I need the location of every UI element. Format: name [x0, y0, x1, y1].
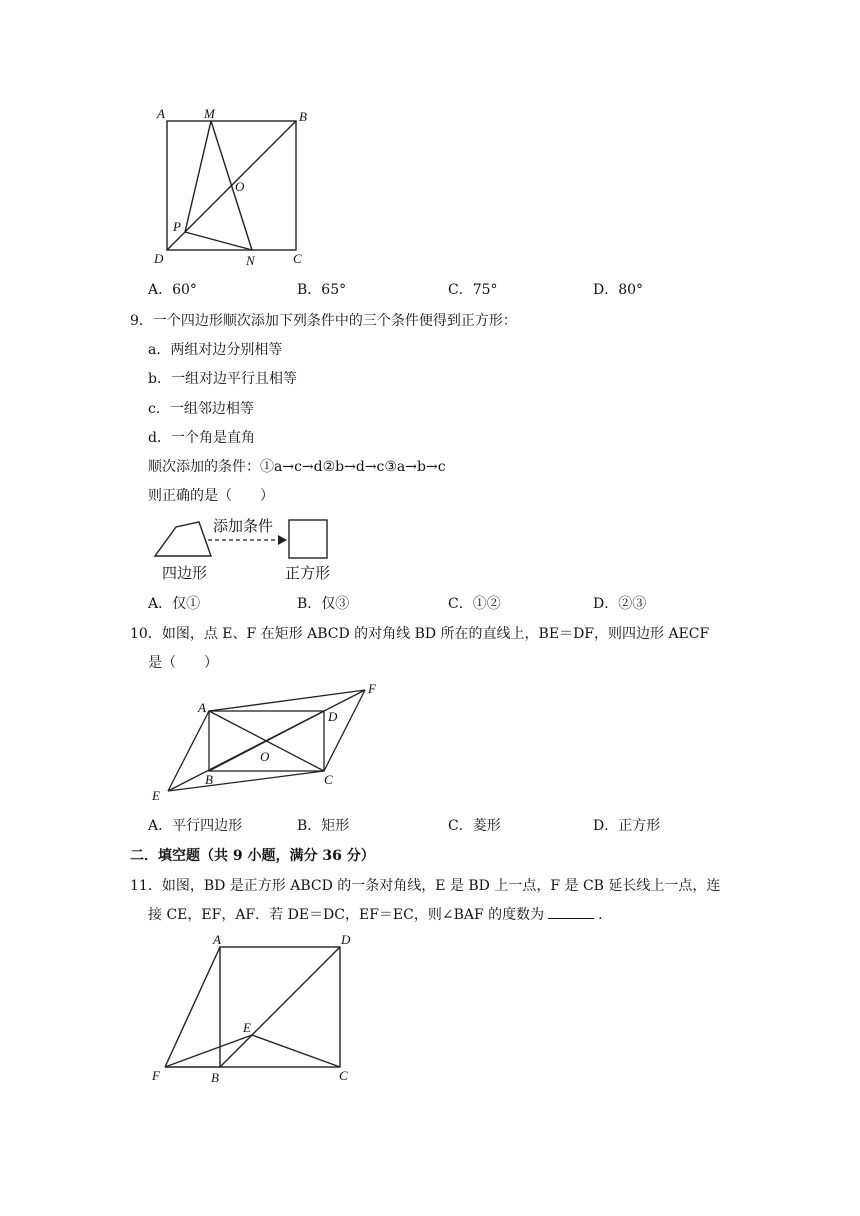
q11-label-F: F [152, 1068, 160, 1083]
q10-label-C: C [324, 772, 333, 787]
q11-stem-text: 接 CE，EF，AF．若 DE＝DC，EF＝EC，则∠BAF 的度数为 [148, 907, 545, 923]
q10-label-B: B [205, 772, 213, 787]
q9-condition-b: b．一组对边平行且相等 [148, 371, 297, 387]
q10-label-E: E [152, 788, 160, 803]
q9-condition-d: d．一个角是直角 [148, 430, 255, 446]
q10-label-F: F [368, 681, 376, 696]
q8-label-M: M [204, 106, 215, 121]
q10-label-O: O [260, 749, 270, 764]
q9-option-d[interactable]: D．②③ [593, 596, 647, 612]
q8-option-b[interactable]: B．65° [297, 282, 347, 298]
q8-figure [150, 100, 320, 272]
q9-option-b[interactable]: B．仅③ [297, 596, 350, 612]
q9-condition-a: a．两组对边分别相等 [148, 342, 283, 358]
q10-stem-line1: 10．如图，点 E、F 在矩形 ABCD 的对角线 BD 所在的直线上，BE＝DF，则四边形 AECF [130, 626, 710, 642]
q9-sequence: 顺次添加的条件：①a→c→d②b→d→c③a→b→c [148, 459, 446, 475]
q9-condition-c: c．一组邻边相等 [148, 401, 254, 417]
q9-stem: 9．一个四边形顺次添加下列条件中的三个条件便得到正方形： [130, 313, 517, 329]
q10-stem-line2: 是（ ） [148, 655, 218, 671]
q11-answer-blank[interactable] [548, 906, 594, 919]
q10-label-A: A [198, 700, 206, 715]
q8-label-C: C [293, 251, 302, 266]
q9-option-c[interactable]: C．①② [448, 596, 501, 612]
q9-left-label: 四边形 [162, 564, 208, 582]
q8-option-d[interactable]: D．80° [593, 282, 644, 298]
q11-label-C: C [339, 1068, 348, 1083]
q10-option-c[interactable]: C．菱形 [448, 818, 501, 834]
q10-option-d[interactable]: D．正方形 [593, 818, 661, 834]
q9-arrow-label: 添加条件 [213, 517, 274, 535]
q11-label-B: B [211, 1070, 219, 1085]
q11-stem-end: . [598, 907, 603, 923]
q9-figure [148, 510, 348, 586]
q8-label-D: D [154, 251, 164, 266]
q10-figure [148, 678, 384, 806]
q10-label-D: D [328, 709, 338, 724]
q10-option-b[interactable]: B．矩形 [297, 818, 350, 834]
q9-right-label: 正方形 [285, 564, 331, 582]
q11-stem-line1: 11．如图，BD 是正方形 ABCD 的一条对角线，E 是 BD 上一点，F 是 CB 延长线上一点，连 [130, 878, 721, 894]
q8-option-a[interactable]: A．60° [148, 282, 197, 298]
q11-label-A: A [213, 932, 221, 947]
q11-label-D: D [341, 932, 351, 947]
q8-label-N: N [246, 253, 255, 268]
q11-figure [148, 928, 360, 1088]
q8-label-O: O [235, 179, 245, 194]
q9-question: 则正确的是（ ） [148, 488, 274, 504]
q11-label-E: E [243, 1020, 251, 1035]
q8-label-P: P [173, 219, 181, 234]
q9-option-a[interactable]: A．仅① [148, 596, 201, 612]
q8-label-A: A [157, 106, 165, 121]
q8-option-c[interactable]: C．75° [448, 282, 498, 298]
q10-option-a[interactable]: A．平行四边形 [148, 818, 243, 834]
section-heading: 二．填空题（共 9 小题，满分 36 分） [130, 848, 375, 864]
q8-label-B: B [299, 109, 307, 124]
q11-stem-line2 [148, 904, 603, 924]
